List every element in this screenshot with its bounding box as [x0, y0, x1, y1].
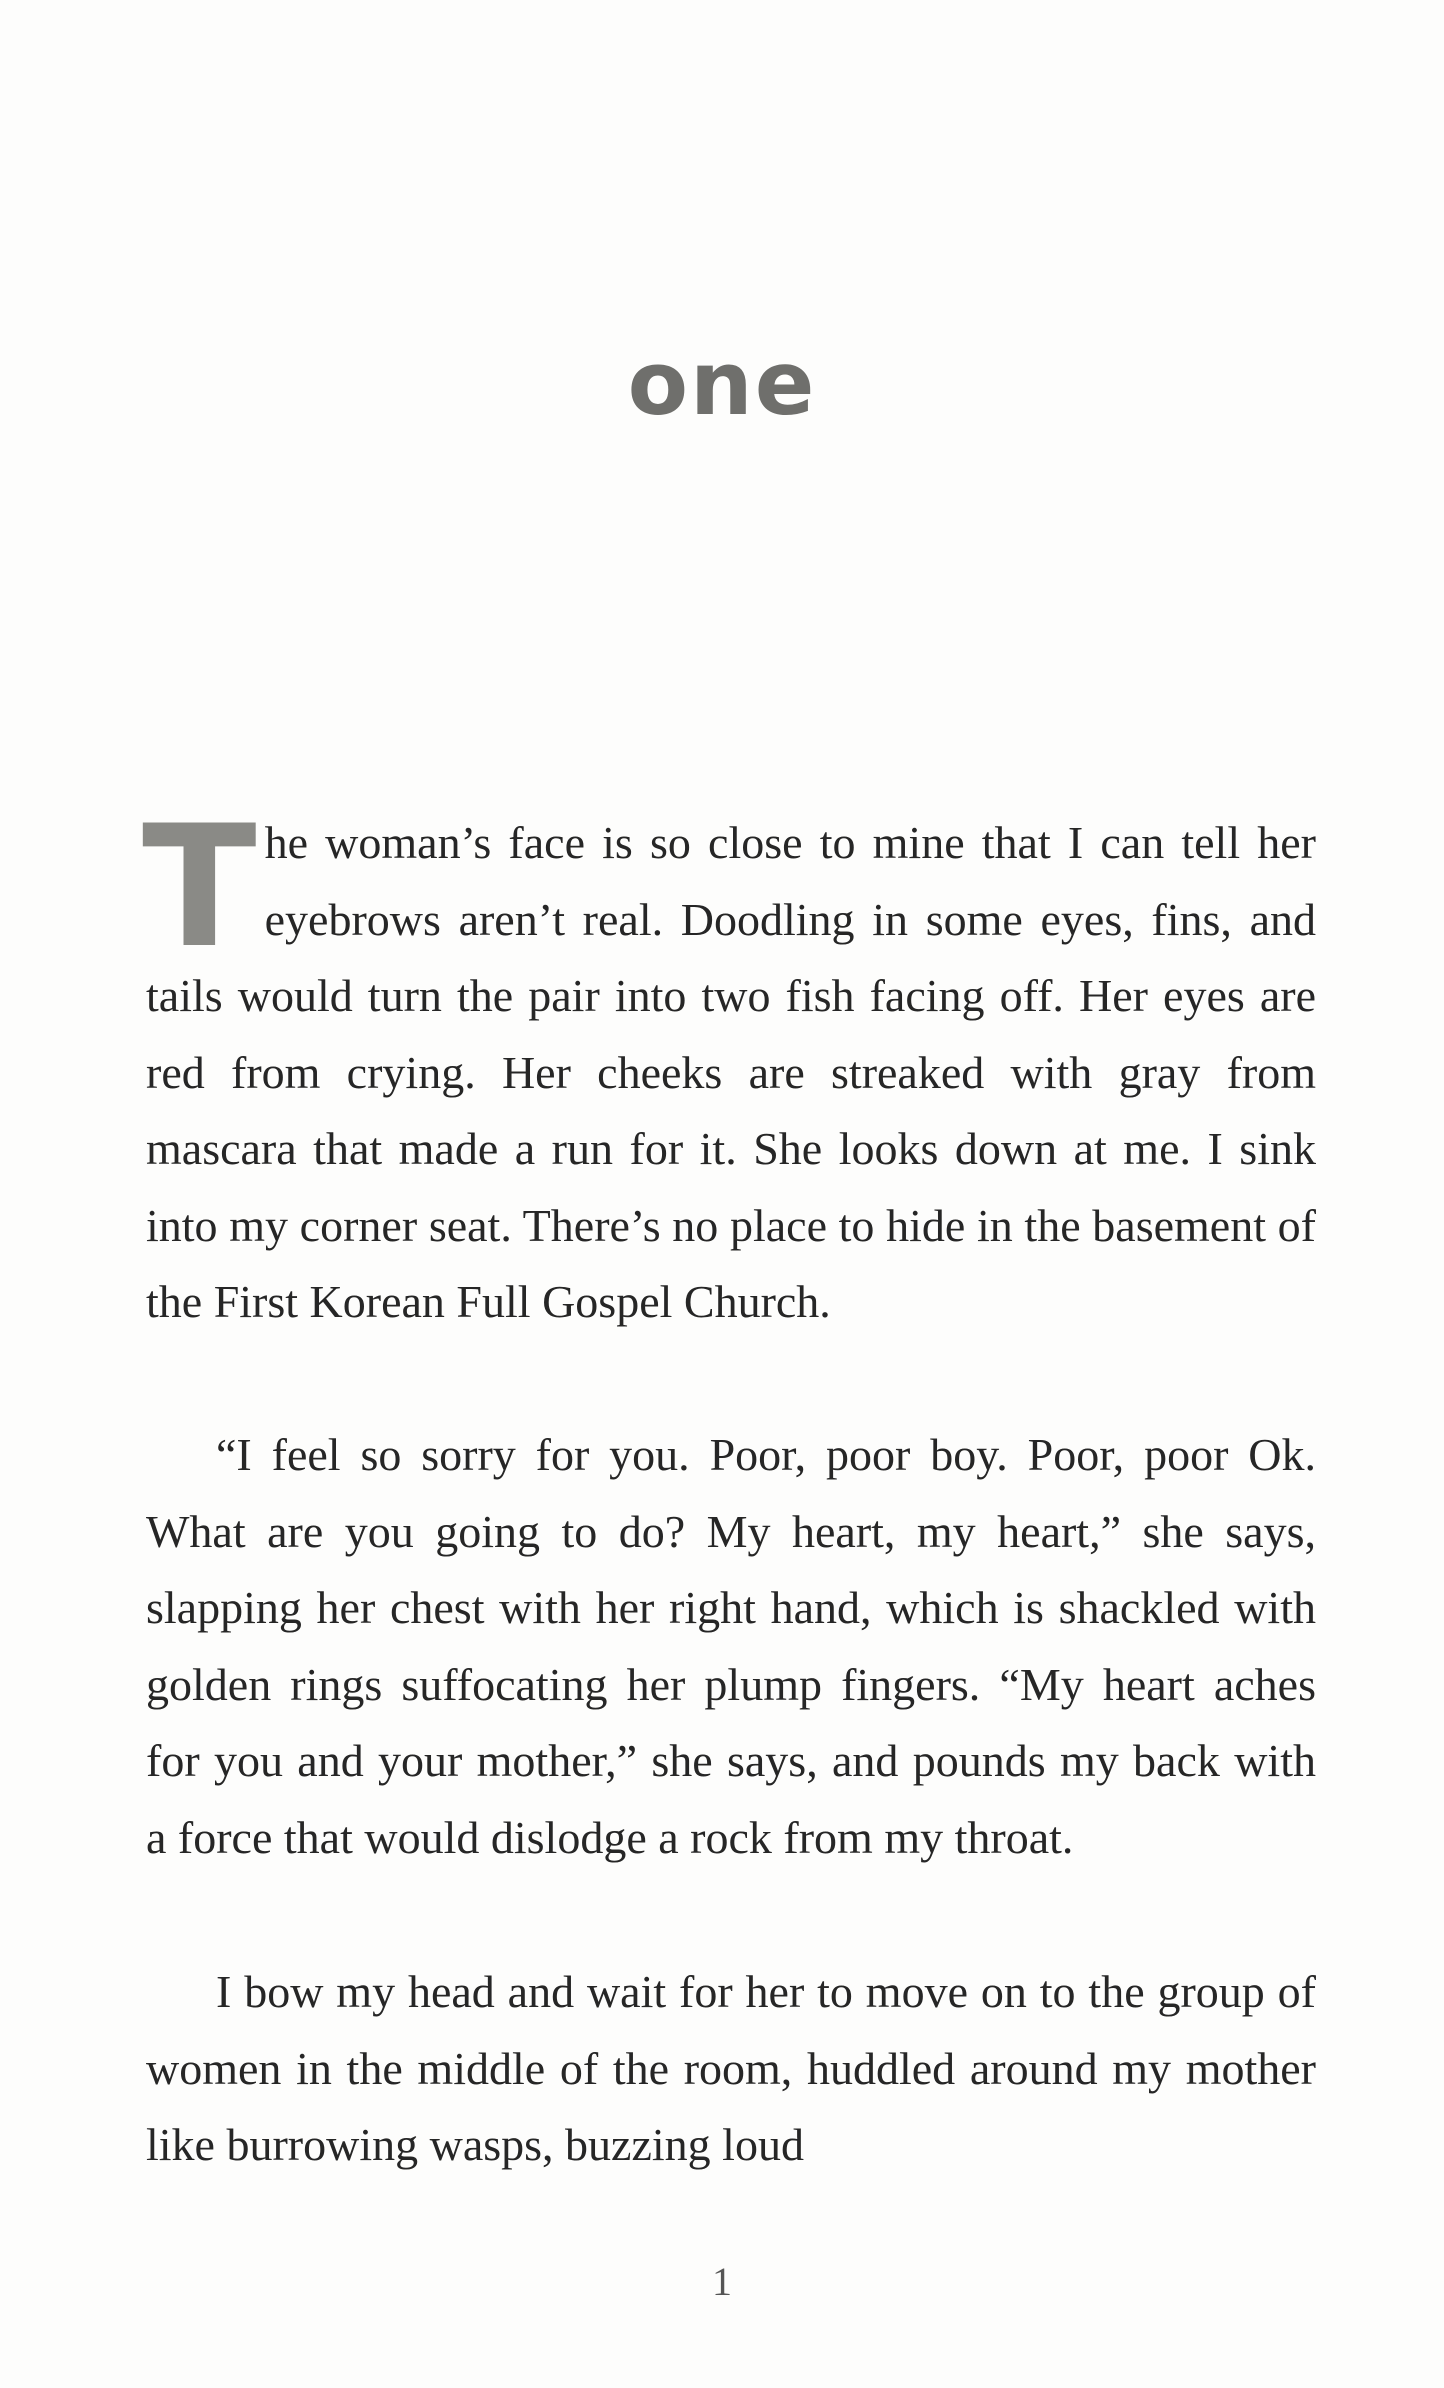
paragraph-1-text: he woman’s face is so close to mine that I can tell her eyebrows aren’t real. Doodling in some eyes, fins, and tails would turn the pair into two fish facing off. Her eyes are red from crying. Her cheeks are streaked with gray from mascara that made a run for it. She looks down at me. I sink into my corner seat. There’s no place to hide in the basement of the First Korean Full Gospel Church. — [146, 817, 1316, 1327]
paragraph-3-container — [146, 1954, 1316, 2184]
paragraph-1-container — [142, 789, 1316, 1341]
paragraph-2-container — [146, 1417, 1316, 1876]
chapter-title: one — [627, 332, 817, 435]
paragraph-1 — [142, 789, 1316, 1341]
drop-cap: T — [142, 789, 257, 985]
paragraph-2: “I feel so sorry for you. Poor, poor boy. Poor, poor Ok. What are you going to do? My heart, my heart,” she says, slapping her chest with her right hand, which is shackled with golden rings suffocating her plump fingers. “My heart aches for you and your mother,” she says, and pounds my back with a force that would dislodge a rock from my throat. — [146, 1429, 1316, 1863]
paragraph-3: I bow my head and wait for her to move on to the group of women in the middle of the room, huddled around my mother like burrowing wasps, buzzing loud — [146, 1966, 1316, 2170]
page-number: 1 — [712, 2259, 732, 2304]
